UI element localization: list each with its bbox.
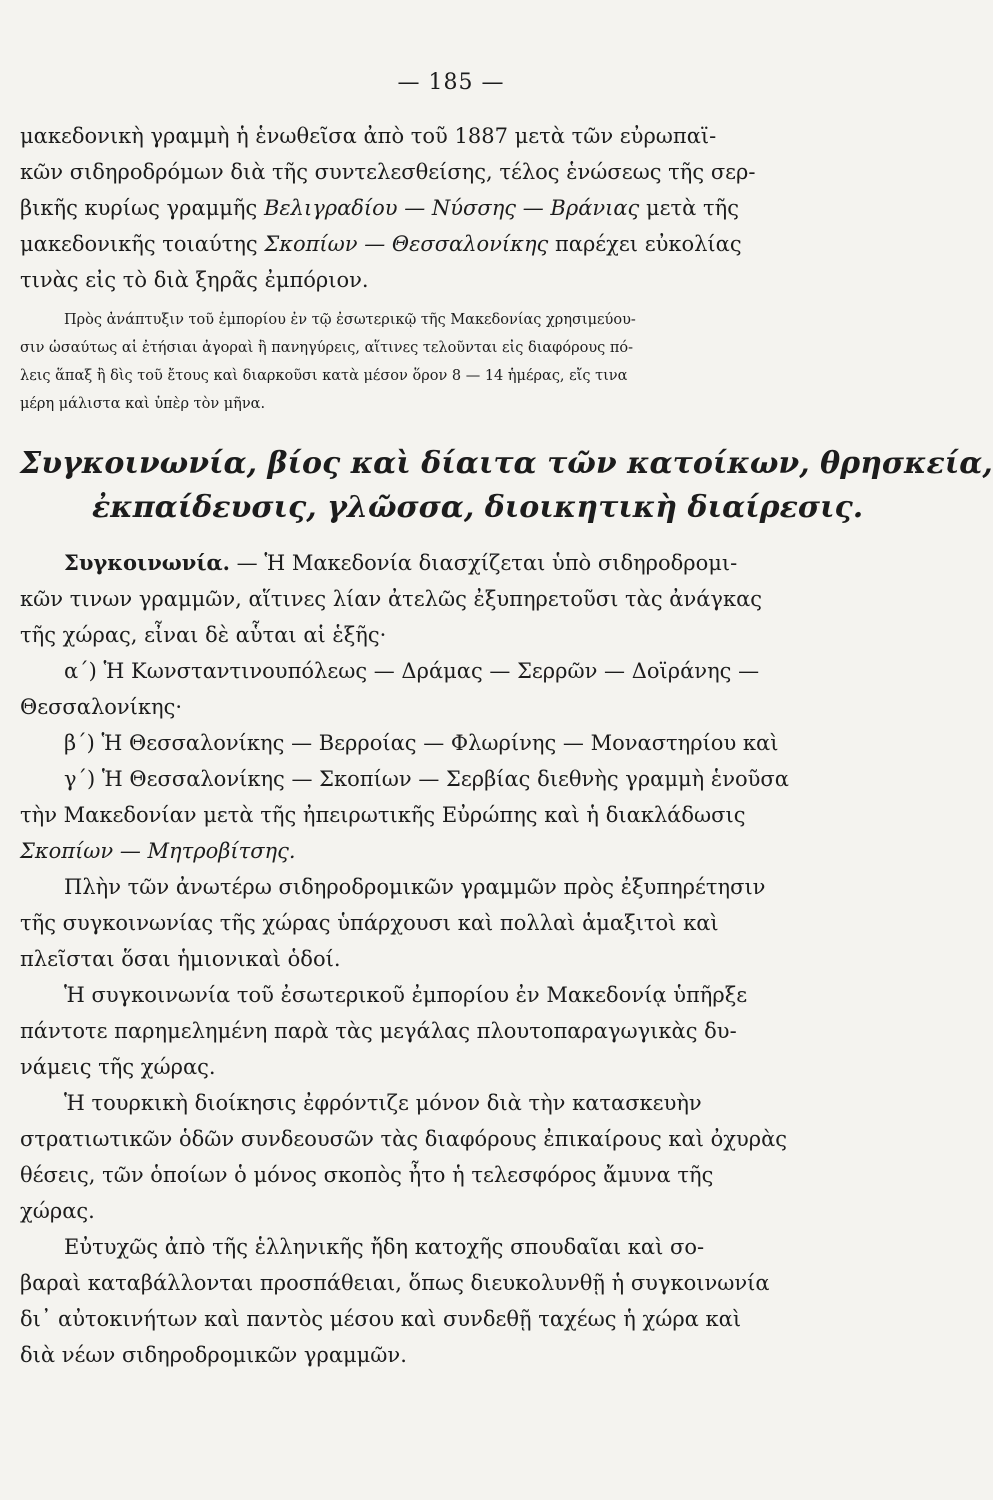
- heading-line: ἐκπαίδευσις, γλῶσσα, διοικητικὴ διαίρεσις.: [92, 490, 864, 525]
- small-print-paragraph: [20, 306, 772, 418]
- text-run: μακεδονικῆς τοιαύτης: [20, 232, 265, 256]
- text-line: βαραὶ καταβάλλονται προσπάθειαι, ὅπως διευκολυνθῇ ἡ συγκοινωνία: [20, 1271, 770, 1295]
- text-line: κῶν σιδηροδρόμων διὰ τῆς συντελεσθείσης, τέλος ἑνώσεως τῆς σερ-: [20, 160, 756, 184]
- text-line: μέρη μάλιστα καὶ ὑπὲρ τὸν μῆνα.: [20, 396, 266, 412]
- list-item-c: γ΄) Ἡ Θεσσαλονίκης — Σκοπίων — Σερβίας διεθνὴς γραμμὴ ἑνοῦσα: [64, 767, 789, 791]
- text-run: βικῆς κυρίως γραμμῆς: [20, 196, 264, 220]
- text-line: κῶν τινων γραμμῶν, αἵτινες λίαν ἀτελῶς ἐξυπηρετοῦσι τὰς ἀνάγκας: [20, 587, 763, 611]
- text-run: παρέχει εὐκολίας: [548, 232, 742, 256]
- section-heading: [20, 442, 993, 530]
- list-item-a: α΄) Ἡ Κωνσταντινουπόλεως — Δράμας — Σερρῶν — Δοϊράνης —: [64, 659, 760, 683]
- text-line: [20, 190, 772, 226]
- text-line: σιν ὡσαύτως αἱ ἐτήσιαι ἀγοραὶ ἢ πανηγύρεις, αἵτινες τελοῦνται εἰς διαφόρους πό-: [20, 340, 634, 356]
- text-line: [20, 226, 772, 262]
- text-line: Ἡ συγκοινωνία τοῦ ἐσωτερικοῦ ἐμπορίου ἐν Μακεδονίᾳ ὑπῆρξε: [64, 983, 748, 1007]
- text-run: — Ἡ Μακεδονία διασχίζεται ὑπὸ σιδηροδρομι-: [229, 551, 738, 575]
- text-line: Ἡ τουρκικὴ διοίκησις ἐφρόντιζε μόνον διὰ τὴν κατασκευὴν: [64, 1091, 702, 1115]
- text-line: δι᾽ αὐτοκινήτων καὶ παντὸς μέσου καὶ συνδεθῇ ταχέως ἡ χώρα καὶ: [20, 1307, 742, 1331]
- text-line: χώρας.: [20, 1199, 95, 1223]
- text-line: πλεῖσται ὅσαι ἡμιονικαὶ ὁδοί.: [20, 947, 341, 971]
- rail-route-name: Σκοπίων — Μητροβίτσης.: [20, 839, 296, 863]
- text-line: Πρὸς ἀνάπτυξιν τοῦ ἐμπορίου ἐν τῷ ἐσωτερικῷ τῆς Μακεδονίας χρησιμεύου-: [64, 312, 636, 328]
- text-line: διὰ νέων σιδηροδρομικῶν γραμμῶν.: [20, 1343, 407, 1367]
- text-line: νάμεις τῆς χώρας.: [20, 1055, 216, 1079]
- list-item-b: β΄) Ἡ Θεσσαλονίκης — Βερροίας — Φλωρίνης — Μοναστηρίου καὶ: [64, 731, 779, 755]
- text-line: Εὐτυχῶς ἀπὸ τῆς ἑλληνικῆς ἤδη κατοχῆς σπουδαῖαι καὶ σο-: [64, 1235, 705, 1259]
- text-line: τῆς συγκοινωνίας τῆς χώρας ὑπάρχουσι καὶ πολλαὶ ἁμαξιτοὶ καὶ: [20, 911, 719, 935]
- text-run: μετὰ τῆς: [639, 196, 739, 220]
- text-line: τῆς χώρας, εἶναι δὲ αὗται αἱ ἑξῆς·: [20, 623, 387, 647]
- text-line: πάντοτε παρημελημένη παρὰ τὰς μεγάλας πλουτοπαραγωγικὰς δυ-: [20, 1019, 737, 1043]
- text-line: Πλὴν τῶν ἀνωτέρω σιδηροδρομικῶν γραμμῶν πρὸς ἐξυπηρέτησιν: [64, 875, 766, 899]
- intro-paragraph: [20, 118, 772, 298]
- body-text: [20, 545, 789, 1373]
- text-line: στρατιωτικῶν ὁδῶν συνδεουσῶν τὰς διαφόρους ἐπικαίρους καὶ ὀχυρὰς: [20, 1127, 788, 1151]
- rail-route-name: Σκοπίων — Θεσσαλονίκης: [264, 232, 549, 256]
- heading-line: Συγκοινωνία, βίος καὶ δίαιτα τῶν κατοίκων, θρησκεία,: [20, 446, 993, 481]
- page-number: — 185 —: [397, 70, 505, 95]
- text-line: [20, 545, 772, 581]
- text-line: τινὰς εἰς τὸ διὰ ξηρᾶς ἐμπόριον.: [20, 268, 369, 292]
- text-line: λεις ἅπαξ ἢ δὶς τοῦ ἔτους καὶ διαρκοῦσι κατὰ μέσον ὅρον 8 — 14 ἡμέρας, εἴς τινα: [20, 368, 628, 384]
- text-line: τὴν Μακεδονίαν μετὰ τῆς ἠπειρωτικῆς Εὐρώπης καὶ ἡ διακλάδωσις: [20, 803, 746, 827]
- text-line: Θεσσαλονίκης·: [20, 695, 183, 719]
- text-line: θέσεις, τῶν ὁποίων ὁ μόνος σκοπὸς ἦτο ἡ τελεσφόρος ἄμυνα τῆς: [20, 1163, 714, 1187]
- rail-route-name: Βελιγραδίου — Νύσσης — Βράνιας: [263, 196, 640, 220]
- text-line: μακεδονικὴ γραμμὴ ἡ ἑνωθεῖσα ἀπὸ τοῦ 1887 μετὰ τῶν εὐρωπαϊ-: [20, 124, 717, 148]
- paragraph-run-in-heading: Συγκοινωνία.: [64, 550, 230, 575]
